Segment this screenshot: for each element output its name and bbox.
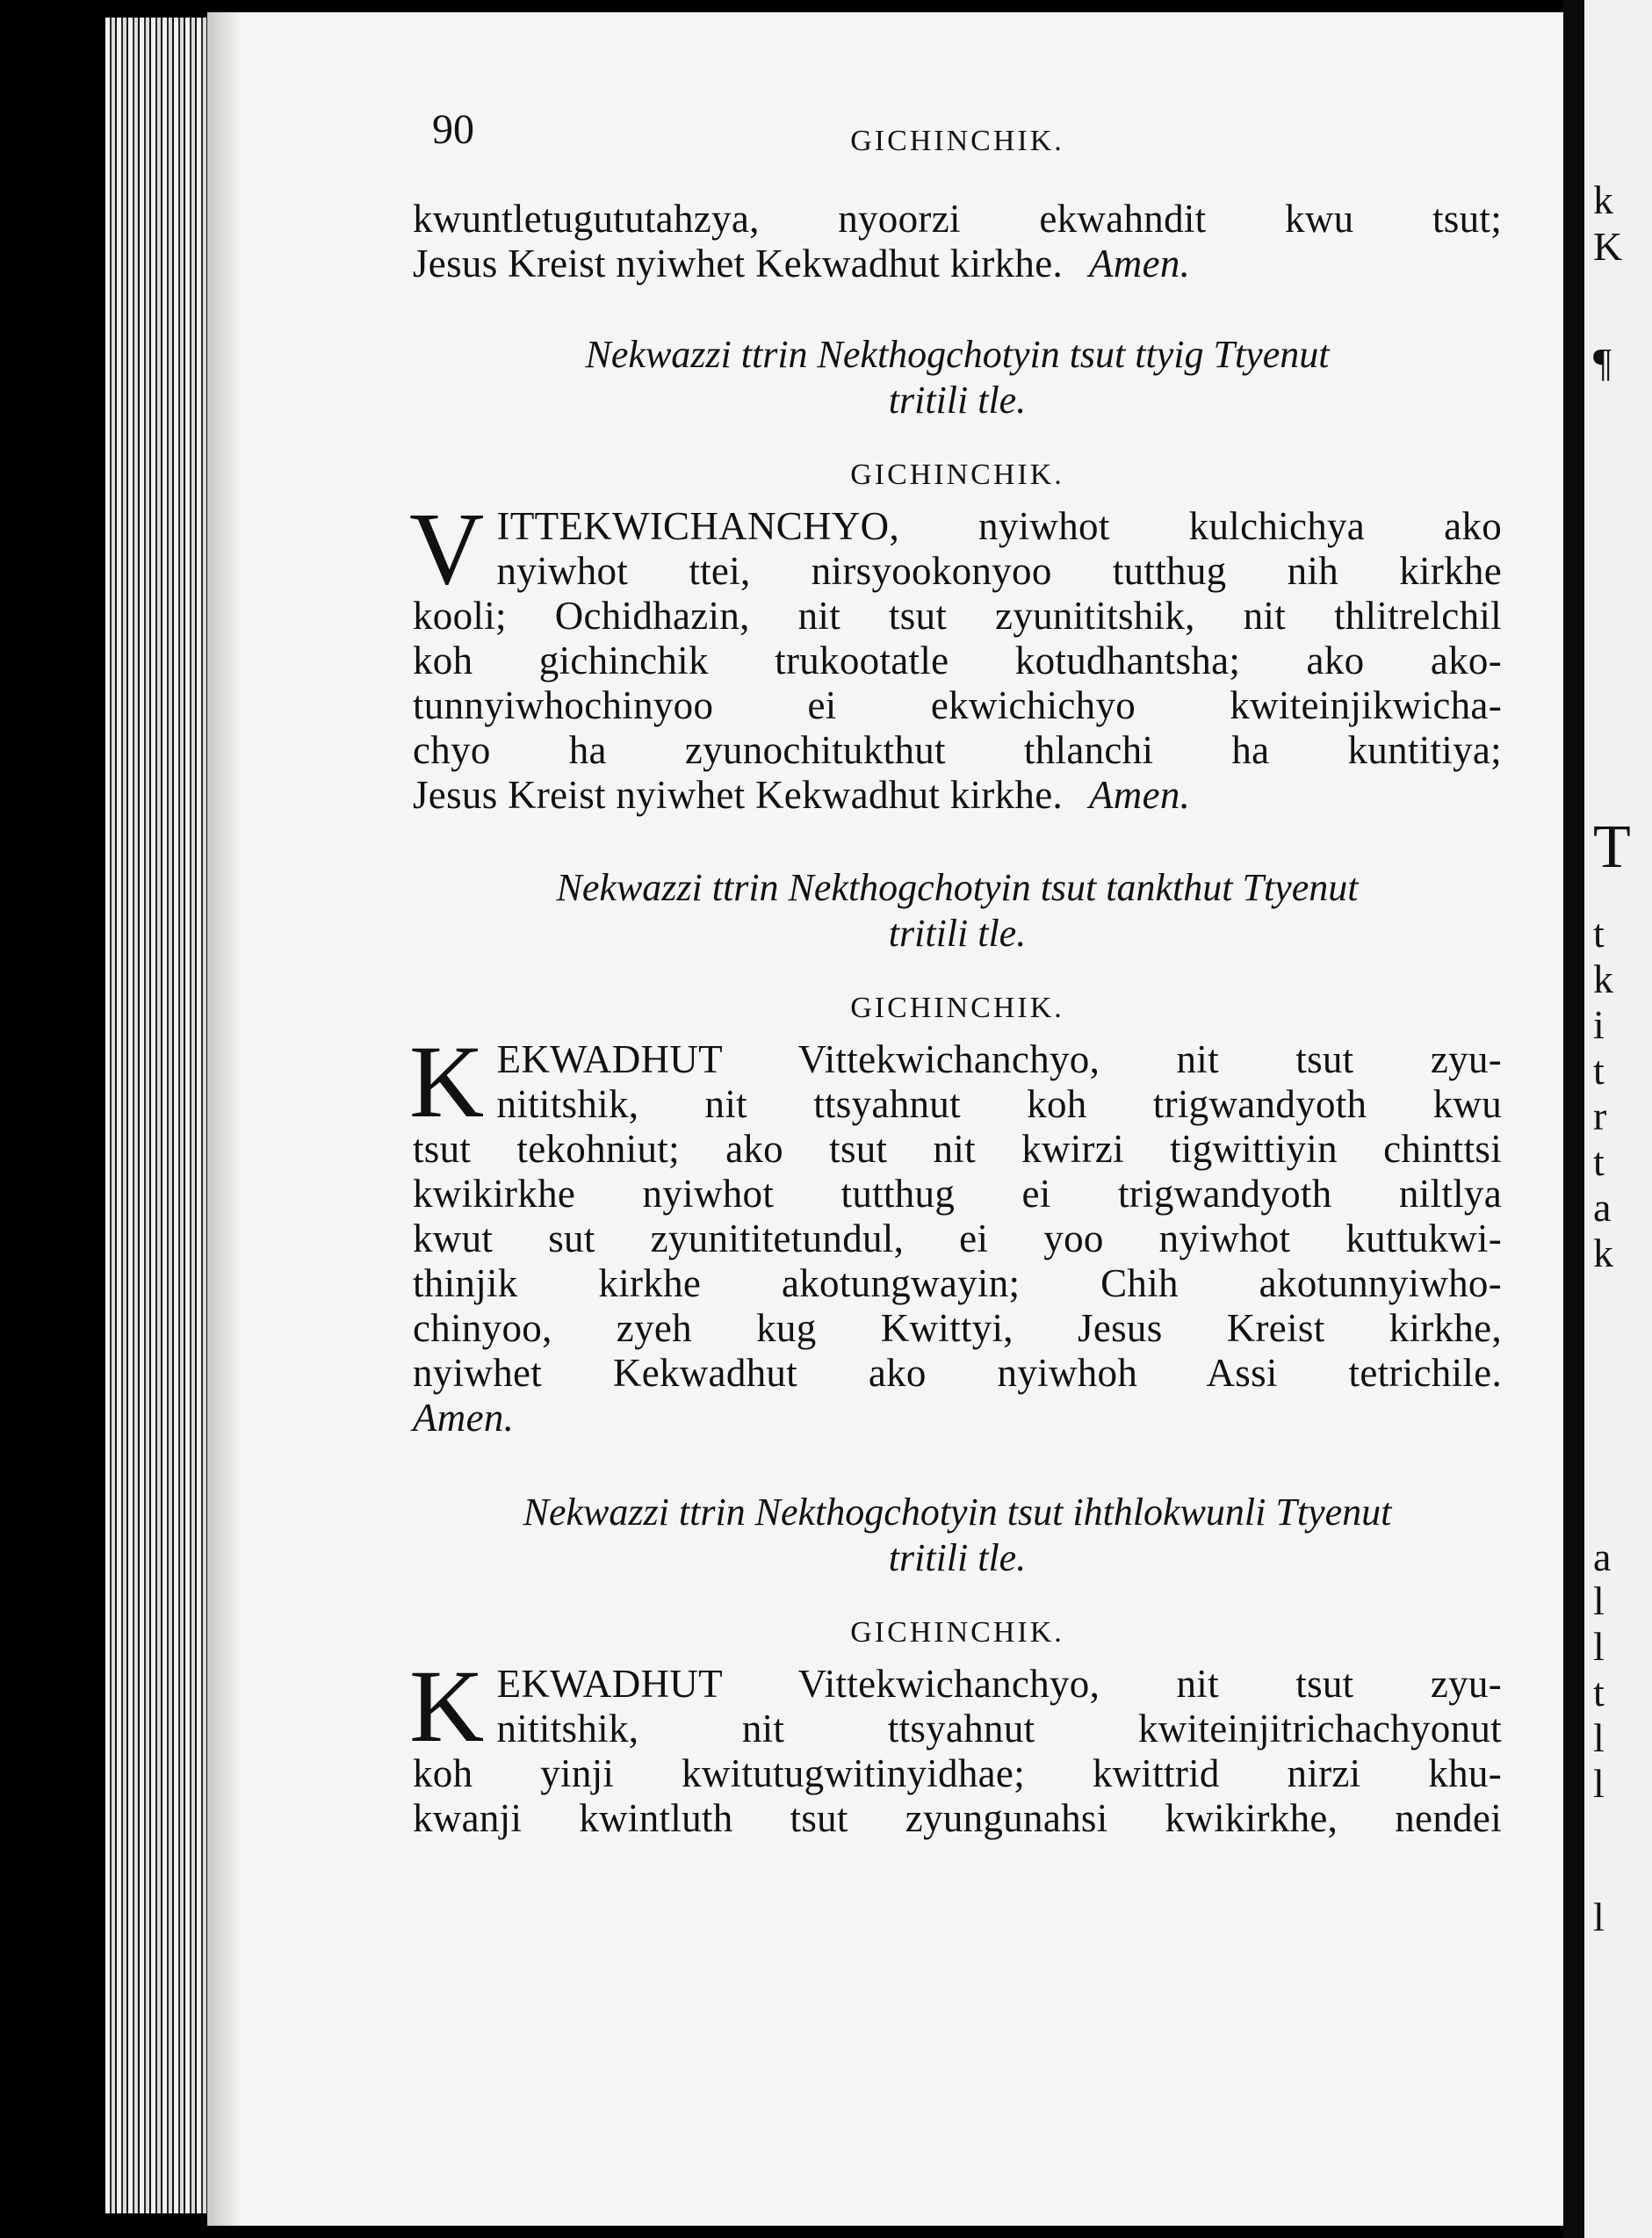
- rubric-line: Nekwazzi ttrin Nekthogchotyin tsut tankthut Ttyenut: [556, 866, 1359, 909]
- facing-page-char: l: [1593, 1624, 1605, 1669]
- text-line: ITTEKWICHANCHYO, nyiwhot kulchichya ako: [496, 504, 1502, 548]
- facing-page-char: t: [1593, 1048, 1605, 1093]
- facing-page-char: i: [1593, 1002, 1605, 1047]
- facing-page-char: ¶: [1593, 340, 1612, 385]
- rubric-line: Nekwazzi ttrin Nekthogchotyin tsut ttyig Ttyenut: [585, 333, 1330, 376]
- text-line: thinjik kirkhe akotungwayin; Chih akotunnyiwho-: [413, 1261, 1502, 1305]
- amen: Amen.: [1089, 773, 1191, 817]
- facing-page-char: a: [1593, 1185, 1612, 1230]
- section-1: [409, 332, 1502, 818]
- running-head: [413, 105, 1502, 176]
- rubric-line: tritili tle.: [888, 912, 1027, 955]
- drop-cap: K: [409, 1024, 485, 1139]
- amen: Amen.: [1089, 242, 1191, 285]
- running-title: GICHINCHIK.: [850, 125, 1064, 157]
- section-3: [409, 1490, 1502, 1841]
- text-line: koh gichinchik trukootatle kotudhantsha; ako ako-: [413, 639, 1502, 682]
- page-content: [409, 105, 1502, 1841]
- text-line: [413, 1396, 1502, 1440]
- facing-page-char: l: [1593, 1578, 1605, 1623]
- text-line: nititshik, nit ttsyahnut koh trigwandyoth kwu: [496, 1082, 1502, 1126]
- text-line: tsut tekohniut; ako tsut nit kwirzi tigwittiyin chinttsi: [413, 1127, 1502, 1171]
- section-heading: GICHINCHIK.: [850, 992, 1064, 1024]
- text-line: nyiwhet Kekwadhut ako nyiwhoh Assi tetrichile.: [413, 1351, 1502, 1395]
- text-line: chinyoo, zyeh kug Kwittyi, Jesus Kreist kirkhe,: [413, 1306, 1502, 1350]
- facing-page-char: k: [1593, 957, 1613, 1001]
- text-line: koh yinji kwitutugwitinyidhae; kwittrid nirzi khu-: [413, 1751, 1502, 1795]
- text-fragment: Jesus Kreist nyiwhet Kekwadhut kirkhe.: [413, 242, 1064, 285]
- facing-page-char: a: [1593, 1534, 1612, 1579]
- rubric-line: tritili tle.: [888, 1536, 1027, 1579]
- text-line: kwuntletugututahzya, nyoorzi ekwahndit kwu tsut;: [413, 197, 1502, 241]
- text-line: EKWADHUT Vittekwichanchyo, nit tsut zyu-: [496, 1662, 1502, 1706]
- text-line: tunnyiwhochinyoo ei ekwichichyo kwiteinjikwicha-: [413, 683, 1502, 727]
- amen: Amen.: [413, 1396, 515, 1440]
- facing-page-char: r: [1593, 1094, 1607, 1138]
- facing-page-char: t: [1593, 1670, 1605, 1715]
- facing-page-char: l: [1593, 1715, 1605, 1760]
- section-2: [409, 865, 1502, 1440]
- text-line: nititshik, nit ttsyahnut kwiteinjitrichachyonut: [496, 1707, 1502, 1751]
- facing-page-char: t: [1593, 911, 1605, 956]
- facing-page-char: T: [1593, 813, 1631, 881]
- text-line: EKWADHUT Vittekwichanchyo, nit tsut zyu-: [496, 1037, 1502, 1081]
- drop-cap: V: [409, 491, 485, 606]
- facing-page-char: t: [1593, 1139, 1605, 1184]
- text-line: kwikirkhe nyiwhot tutthug ei trigwandyoth niltlya: [413, 1172, 1502, 1216]
- facing-page-char: k: [1593, 177, 1613, 222]
- page-edges-left: [105, 18, 220, 2213]
- collect-paragraph: [409, 491, 1502, 818]
- facing-page-char: l: [1593, 1761, 1605, 1806]
- drop-cap: K: [409, 1649, 485, 1764]
- rubric-line: tritili tle.: [888, 379, 1027, 422]
- page-binding-shadow: [207, 12, 242, 2226]
- section-heading: GICHINCHIK.: [850, 1616, 1064, 1649]
- collect-paragraph: [409, 1024, 1502, 1440]
- facing-page-char: K: [1593, 224, 1623, 269]
- page-number: 90: [432, 106, 474, 153]
- rubric-line: Nekwazzi ttrin Nekthogchotyin tsut ihthlokwunli Ttyenut: [523, 1491, 1392, 1534]
- book-gutter: [1563, 0, 1584, 2238]
- text-line: kwut sut zyunititetundul, ei yoo nyiwhot kuttukwi-: [413, 1216, 1502, 1260]
- facing-page-char: l: [1593, 1895, 1605, 1939]
- text-line: [413, 242, 1502, 286]
- text-line: kooli; Ochidhazin, nit tsut zyunititshik, nit thlitrelchil: [413, 594, 1502, 638]
- text-line: kwanji kwintluth tsut zyungunahsi kwikirkhe, nendei: [413, 1796, 1502, 1840]
- facing-page-char: k: [1593, 1231, 1613, 1275]
- text-line: chyo ha zyunochitukthut thlanchi ha kuntitiya;: [413, 728, 1502, 772]
- facing-page-strip: [1584, 0, 1652, 2238]
- text-line: nyiwhot ttei, nirsyookonyoo tutthug nih kirkhe: [496, 549, 1502, 593]
- section-heading: GICHINCHIK.: [850, 458, 1064, 491]
- text-line: [413, 773, 1502, 818]
- opening-paragraph: [413, 197, 1502, 286]
- collect-paragraph: [409, 1649, 1502, 1841]
- text-fragment: Jesus Kreist nyiwhet Kekwadhut kirkhe.: [413, 773, 1064, 817]
